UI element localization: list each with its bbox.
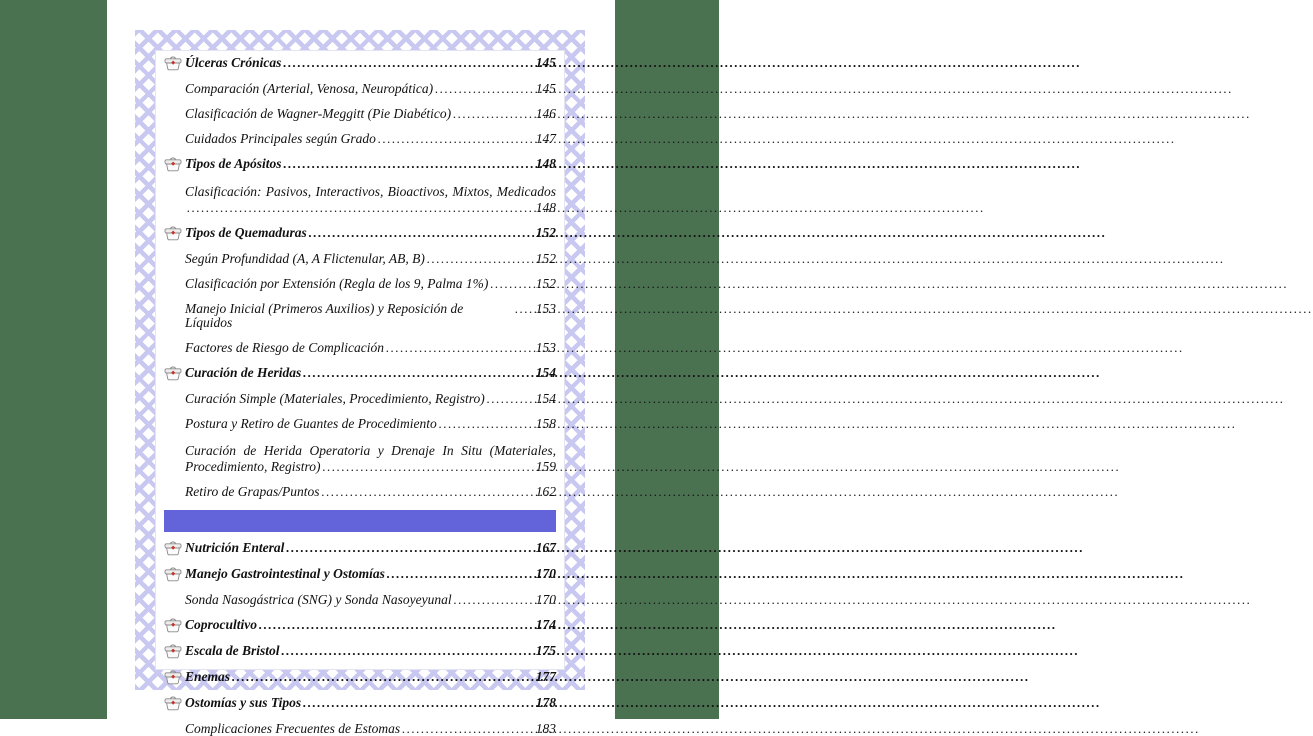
dot-leader bbox=[259, 618, 527, 632]
toc-entry-label: Complicaciones Frecuentes de Estomas bbox=[185, 721, 401, 736]
toc-sub-entry bbox=[164, 392, 556, 406]
page-number: 148 bbox=[535, 156, 556, 171]
dot-leader bbox=[187, 200, 527, 215]
toc-entry-label-line1: Curación de Herida Operatoria y Drenaje In Situ (Materiales, bbox=[185, 443, 556, 458]
toc-main-entry bbox=[164, 366, 556, 381]
toc-sub-entry bbox=[164, 722, 556, 736]
toc-entry-label: Postura y Retiro de Guantes de Procedimiento bbox=[185, 416, 437, 431]
toc-main-entry bbox=[164, 56, 556, 71]
medkit-icon bbox=[164, 541, 182, 556]
toc-sub-entry bbox=[164, 417, 556, 431]
toc-sub-entry-two-line bbox=[164, 183, 556, 215]
dot-leader bbox=[435, 82, 527, 96]
medkit-icon bbox=[164, 56, 182, 71]
toc-entry-label: Ostomías y sus Tipos bbox=[185, 695, 302, 710]
book-page bbox=[107, 0, 615, 736]
page-number: 145 bbox=[535, 55, 556, 70]
dot-leader bbox=[282, 644, 527, 658]
toc-entry-label: Úlceras Crónicas bbox=[185, 55, 282, 70]
toc-sub-entry bbox=[164, 593, 556, 607]
medkit-icon bbox=[164, 226, 182, 241]
toc-entry-label: Comparación (Arterial, Venosa, Neuropática) bbox=[185, 81, 434, 96]
page-number: 152 bbox=[535, 276, 556, 291]
page-number: 147 bbox=[535, 131, 556, 146]
dot-leader bbox=[487, 392, 527, 406]
toc-main-entry bbox=[164, 670, 556, 685]
table-of-contents bbox=[155, 50, 565, 736]
page-number: 183 bbox=[535, 721, 556, 736]
page-number: 178 bbox=[535, 695, 556, 710]
page-number: 152 bbox=[535, 225, 556, 240]
toc-entry-label: Sonda Nasogástrica (SNG) y Sonda Nasoyeyunal bbox=[185, 592, 452, 607]
dot-leader bbox=[515, 302, 527, 316]
toc-entry-label: Curación Simple (Materiales, Procedimiento, Registro) bbox=[185, 391, 485, 406]
page-number: 153 bbox=[535, 340, 556, 355]
toc-sub-entry bbox=[164, 341, 556, 355]
toc-entry-label-line1: Clasificación: Pasivos, Interactivos, Bioactivos, Mixtos, Medicados bbox=[185, 184, 556, 199]
medkit-icon bbox=[164, 696, 182, 711]
chapter-heading-banner bbox=[164, 510, 556, 532]
toc-sub-entry bbox=[164, 132, 556, 146]
page-number: 174 bbox=[535, 617, 556, 632]
page-number: 158 bbox=[535, 416, 556, 431]
toc-sub-entry bbox=[164, 252, 556, 266]
page-number: 175 bbox=[535, 643, 556, 658]
page-number: 170 bbox=[535, 566, 556, 581]
toc-main-entry bbox=[164, 157, 556, 172]
page-number: 154 bbox=[535, 391, 556, 406]
toc-entry-label: Retiro de Grapas/Puntos bbox=[185, 484, 320, 499]
dot-leader bbox=[322, 459, 527, 474]
dot-leader bbox=[309, 226, 527, 240]
dot-leader bbox=[284, 157, 527, 171]
dot-leader bbox=[427, 252, 527, 266]
page-number: 162 bbox=[535, 484, 556, 499]
medkit-icon bbox=[164, 670, 182, 685]
page-number: 154 bbox=[535, 365, 556, 380]
toc-entry-label: Tipos de Quemaduras bbox=[185, 225, 307, 240]
toc-sub-entry bbox=[164, 485, 556, 499]
toc-main-entry bbox=[164, 696, 556, 711]
dot-leader bbox=[378, 132, 527, 146]
dot-leader bbox=[322, 485, 528, 499]
toc-entry-label-line2: Procedimiento, Registro) bbox=[185, 459, 321, 474]
dot-leader bbox=[303, 366, 527, 380]
toc-entry-label: Clasificación por Extensión (Regla de los 9, Palma 1%) bbox=[185, 276, 489, 291]
toc-entry-label: Factores de Riesgo de Complicación bbox=[185, 340, 384, 355]
medkit-icon bbox=[164, 567, 182, 582]
dot-leader bbox=[439, 417, 527, 431]
background-left-band bbox=[0, 0, 107, 719]
medkit-icon bbox=[164, 644, 182, 659]
page-number: 145 bbox=[535, 81, 556, 96]
dot-leader bbox=[386, 341, 527, 355]
toc-sub-entry-two-line bbox=[164, 442, 556, 474]
toc-main-entry bbox=[164, 644, 556, 659]
page-number: 152 bbox=[535, 251, 556, 266]
toc-entry-label: Nutrición Enteral bbox=[185, 540, 285, 555]
toc-sub-entry bbox=[164, 107, 556, 121]
dot-leader bbox=[303, 696, 527, 710]
page-number: 148 bbox=[535, 200, 556, 215]
toc-entry-label: Manejo Inicial (Primeros Auxilios) y Reposición de Líquidos bbox=[185, 301, 464, 330]
toc-entry-label: Según Profundidad (A, A Flictenular, AB, B) bbox=[185, 251, 425, 266]
toc-entry-label: Cuidados Principales según Grado bbox=[185, 131, 376, 146]
decorative-border-frame bbox=[135, 30, 585, 736]
dot-leader bbox=[453, 107, 527, 121]
toc-main-entry bbox=[164, 541, 556, 556]
toc-main-entry bbox=[164, 567, 556, 582]
medkit-icon bbox=[164, 366, 182, 381]
medkit-icon bbox=[164, 157, 182, 172]
toc-sub-entry bbox=[164, 82, 556, 96]
page-number: 177 bbox=[535, 669, 556, 684]
dot-leader bbox=[490, 277, 527, 291]
toc-entry-label: Coprocultivo bbox=[185, 617, 258, 632]
dot-leader bbox=[283, 56, 527, 70]
dot-leader bbox=[286, 541, 527, 555]
toc-sub-entry bbox=[164, 302, 556, 330]
page-number: 170 bbox=[535, 592, 556, 607]
toc-entry-label: Manejo Gastrointestinal y Ostomías bbox=[185, 566, 385, 581]
toc-entry-label: Clasificación de Wagner-Meggitt (Pie Diabético) bbox=[185, 106, 452, 121]
toc-entry-label: Enemas bbox=[185, 669, 231, 684]
toc-entry-label: Escala de Bristol bbox=[185, 643, 280, 658]
medkit-icon bbox=[164, 618, 182, 633]
page-number: 167 bbox=[535, 540, 556, 555]
toc-main-entry bbox=[164, 618, 556, 633]
page-number: 159 bbox=[535, 459, 556, 474]
toc-sub-entry bbox=[164, 277, 556, 291]
toc-entry-label: Curación de Heridas bbox=[185, 365, 302, 380]
dot-leader bbox=[387, 567, 527, 581]
page-number: 146 bbox=[535, 106, 556, 121]
dot-leader bbox=[402, 722, 527, 736]
toc-main-entry bbox=[164, 226, 556, 241]
toc-entry-label: Tipos de Apósitos bbox=[185, 156, 282, 171]
page-number: 153 bbox=[535, 301, 556, 316]
dot-leader bbox=[454, 593, 527, 607]
dot-leader bbox=[232, 670, 527, 684]
